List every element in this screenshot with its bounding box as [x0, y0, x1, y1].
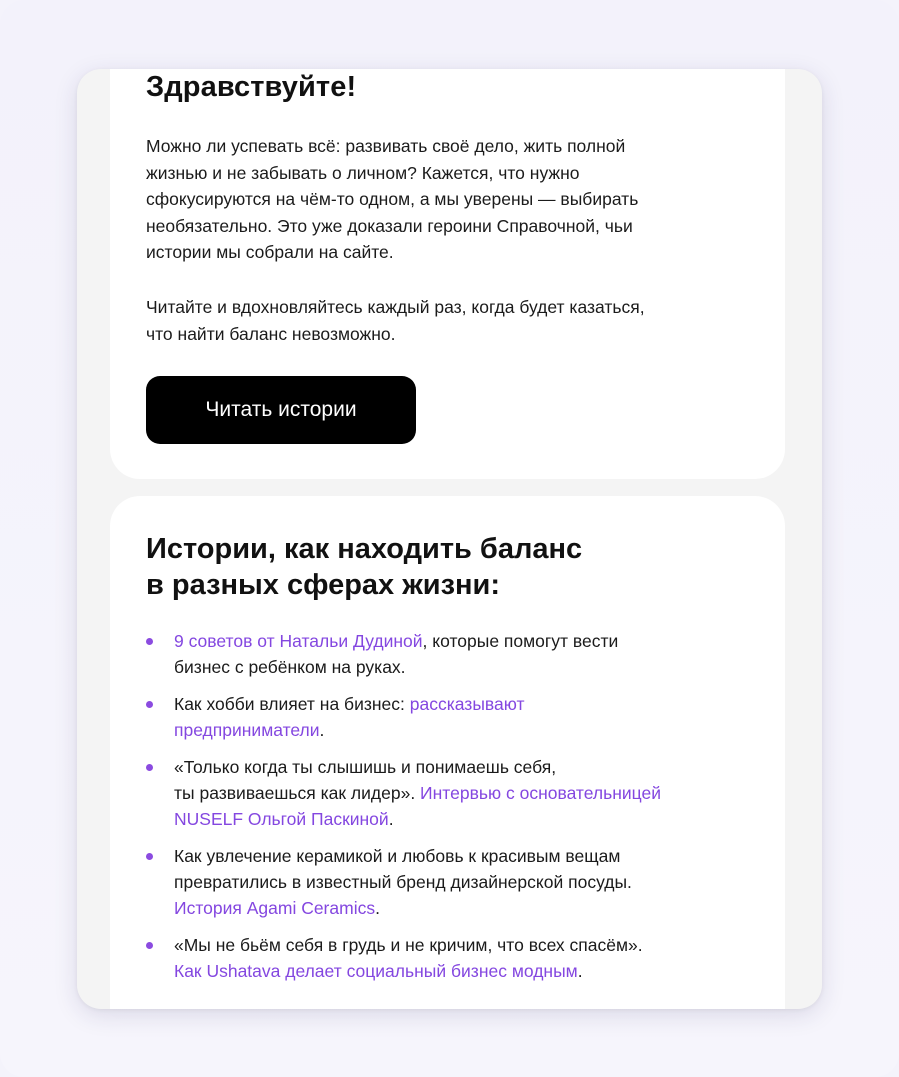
story-link-ushatava[interactable]: Как Ushatava делает социальный бизнес модным: [174, 961, 578, 981]
list-item-text: «Только когда ты слышишь и понимаешь себя,: [174, 757, 557, 777]
list-item: [146, 932, 756, 984]
stories-heading-line: в разных сферах жизни:: [146, 569, 501, 601]
bullet-icon: [146, 853, 153, 860]
list-item-text: превратились в известный бренд дизайнерской посуды.: [174, 872, 632, 892]
outro-line: что найти баланс невозможно.: [146, 323, 396, 344]
greeting-card: [110, 69, 785, 479]
bullet-icon: [146, 942, 153, 949]
story-link-dudina[interactable]: 9 советов от Натальи Дудиной: [174, 631, 423, 651]
story-link-agami[interactable]: История Agami Ceramics: [174, 898, 376, 918]
list-item-text: бизнес с ребёнком на руках.: [174, 657, 406, 677]
read-stories-button[interactable]: Читать истории: [146, 376, 416, 444]
list-item-text: .: [577, 961, 583, 981]
greeting-heading: Здравствуйте!: [146, 71, 357, 103]
list-item-text: ты развиваешься как лидер».: [174, 783, 421, 803]
intro-line: необязательно. Это уже доказали героини Справочной, чьи: [146, 215, 633, 236]
list-item: [146, 691, 756, 743]
intro-line: жизнью и не забывать о личном? Кажется, что нужно: [146, 162, 580, 183]
stories-list: [146, 628, 756, 995]
list-item: [146, 628, 756, 680]
list-item-text: .: [319, 720, 325, 740]
email-preview: [77, 69, 822, 1009]
outro-line: Читайте и вдохновляйтесь каждый раз, когда будет казаться,: [146, 297, 645, 317]
story-link-nuself[interactable]: NUSELF Ольгой Паскиной: [174, 809, 389, 829]
story-link-entrepreneurs[interactable]: предприниматели: [174, 720, 320, 740]
intro-line: истории мы собрали на сайте.: [146, 242, 394, 262]
list-item-text: .: [388, 809, 394, 829]
list-item-text: Как хобби влияет на бизнес:: [174, 694, 410, 714]
stories-heading-line: Истории, как находить баланс: [146, 533, 583, 565]
intro-paragraph: [146, 133, 746, 266]
list-item-text: .: [375, 898, 380, 918]
list-item-text: «Мы не бьём себя в грудь и не кричим, что всех спасём».: [174, 935, 643, 955]
bullet-icon: [146, 638, 153, 645]
story-link-nuself[interactable]: Интервью с основательницей: [420, 783, 661, 803]
stories-card: [110, 496, 785, 1009]
stories-heading: [146, 531, 706, 603]
list-item-text: , которые помогут вести: [422, 631, 619, 651]
outro-paragraph: [146, 294, 746, 347]
bullet-icon: [146, 764, 153, 771]
bullet-icon: [146, 701, 153, 708]
list-item: [146, 843, 756, 921]
intro-line: Можно ли успевать всё: развивать своё дело, жить полной: [146, 136, 626, 156]
story-link-entrepreneurs[interactable]: рассказывают: [409, 694, 525, 714]
list-item-text: Как увлечение керамикой и любовь к красивым вещам: [174, 846, 621, 866]
intro-line: сфокусируются на чём-то одном, а мы уверены — выбирать: [146, 189, 639, 209]
list-item: [146, 754, 756, 832]
